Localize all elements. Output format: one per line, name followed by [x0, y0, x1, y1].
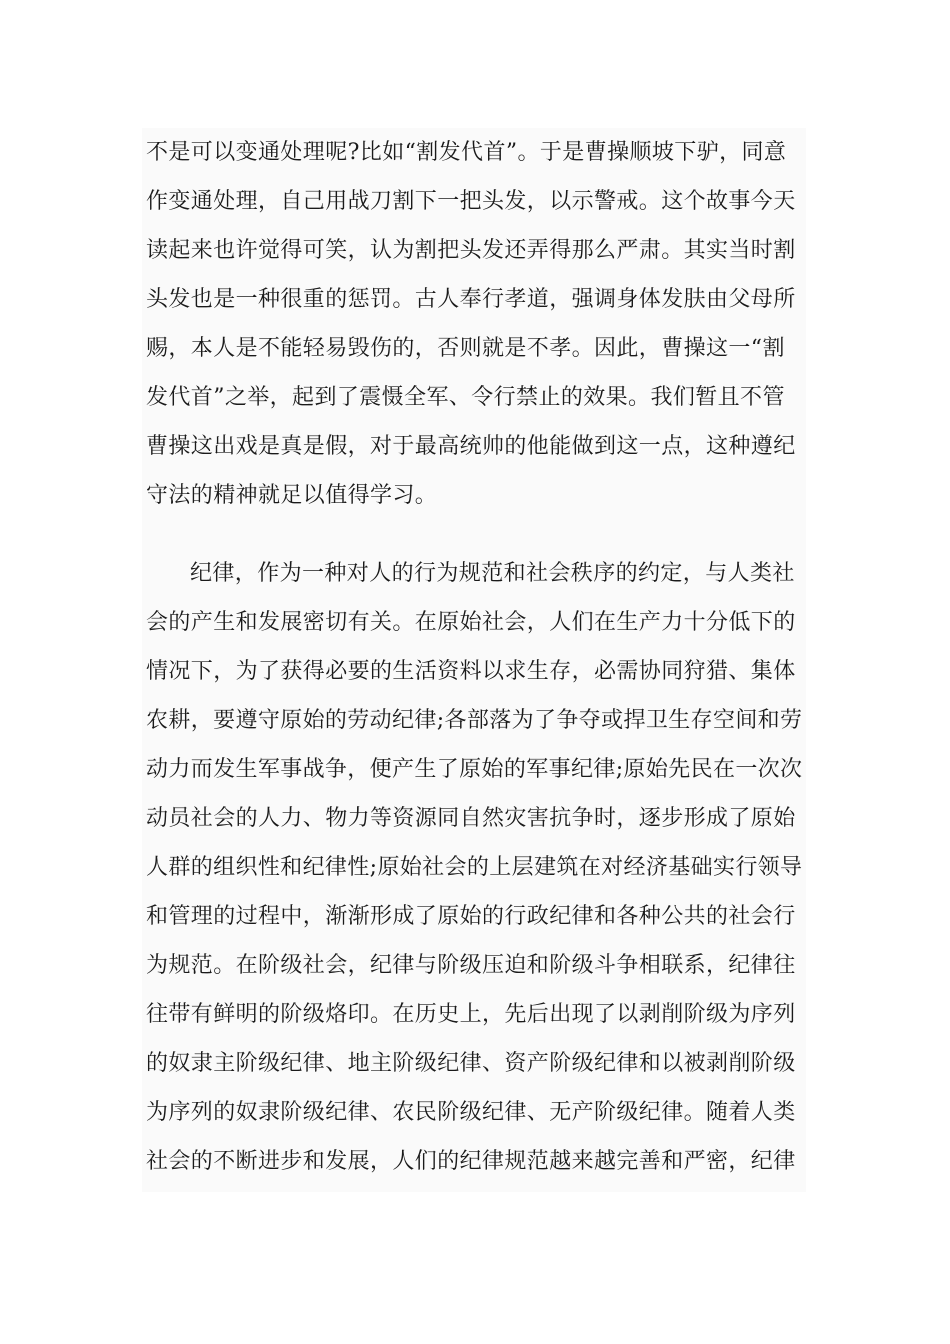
paragraph-1-line: 发代首”之举，起到了震慑全军、令行禁止的效果。我们暂且不管	[146, 385, 785, 410]
paragraph-2-line: 情况下，为了获得必要的生活资料以求生存，必需协同狩猎、集体	[146, 659, 796, 684]
paragraph-1-line: 作变通处理，自己用战刀割下一把头发，以示警戒。这个故事今天	[146, 189, 796, 214]
paragraph-2-line: 动力而发生军事战争，便产生了原始的军事纪律;原始先民在一次次	[146, 757, 803, 782]
paragraph-2-line: 会的产生和发展密切有关。在原始社会，人们在生产力十分低下的	[146, 610, 796, 635]
paragraph-2-line: 社会的不断进步和发展，人们的纪律规范越来越完善和严密，纪律	[146, 1149, 796, 1174]
text-block	[142, 128, 806, 1192]
paragraph-2-line: 往带有鲜明的阶级烙印。在历史上，先后出现了以剥削阶级为序列	[146, 1002, 796, 1027]
paragraph-2-line: 人群的组织性和纪律性;原始社会的上层建筑在对经济基础实行领导	[146, 855, 803, 880]
paragraph-1-line: 曹操这出戏是真是假，对于最高统帅的他能做到这一点，这种遵纪	[146, 434, 796, 459]
paragraph-2-line: 为规范。在阶级社会，纪律与阶级压迫和阶级斗争相联系，纪律往	[146, 953, 796, 978]
paragraph-1-line: 读起来也许觉得可笑，认为割把头发还弄得那么严肃。其实当时割	[146, 238, 796, 263]
paragraph-2-line: 为序列的奴隶阶级纪律、农民阶级纪律、无产阶级纪律。随着人类	[146, 1100, 796, 1125]
paragraph-2-line: 动员社会的人力、物力等资源同自然灾害抗争时，逐步形成了原始	[146, 806, 796, 831]
paragraph-2-line: 农耕，要遵守原始的劳动纪律;各部落为了争夺或捍卫生存空间和劳	[146, 708, 803, 733]
paragraph-2-line: 的奴隶主阶级纪律、地主阶级纪律、资产阶级纪律和以被剥削阶级	[146, 1051, 796, 1076]
paragraph-1-line: 头发也是一种很重的惩罚。古人奉行孝道，强调身体发肤由父母所	[146, 287, 796, 312]
paragraph-2-line: 和管理的过程中，渐渐形成了原始的行政纪律和各种公共的社会行	[146, 904, 796, 929]
paragraph-1-line: 守法的精神就足以值得学习。	[146, 483, 438, 508]
paragraph-2-line: 纪律，作为一种对人的行为规范和社会秩序的约定，与人类社	[190, 561, 795, 586]
paragraph-1-line: 赐，本人是不能轻易毁伤的，否则就是不孝。因此，曹操这一“割	[146, 336, 785, 361]
paragraph-1-line: 不是可以变通处理呢?比如“割发代首”。于是曹操顺坡下驴，同意	[146, 140, 787, 165]
